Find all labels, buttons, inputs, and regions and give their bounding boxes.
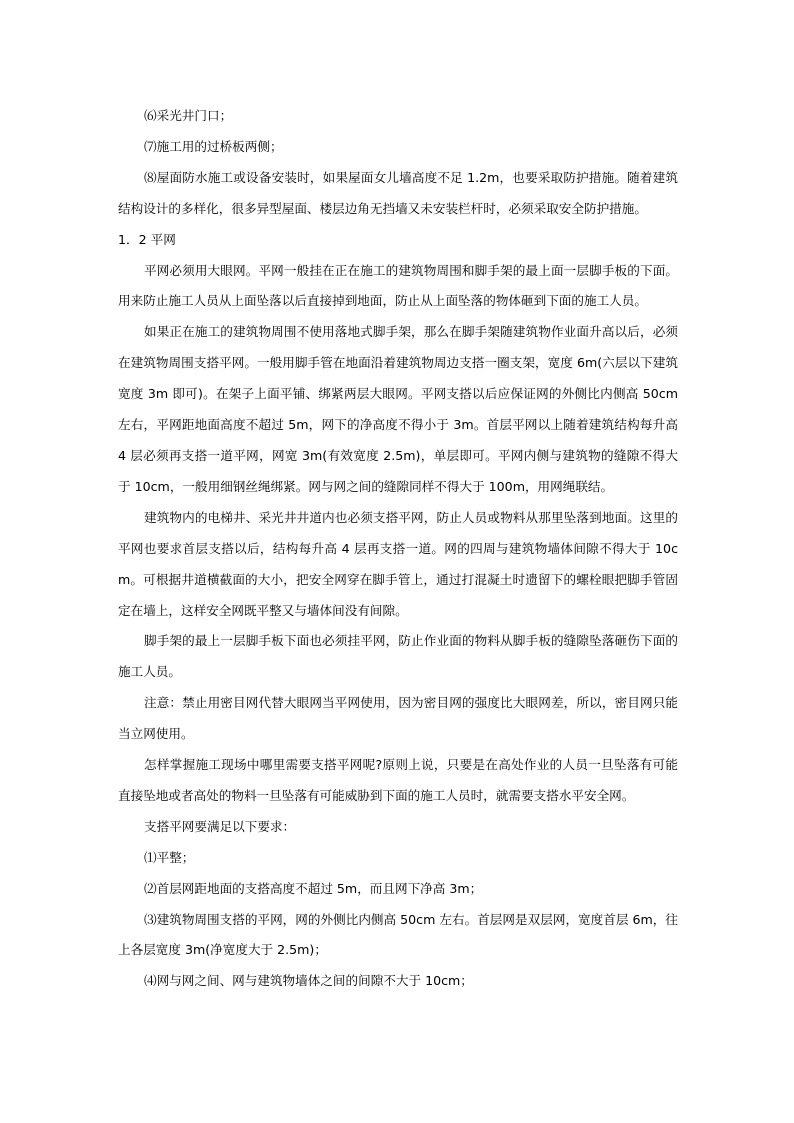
paragraph: 怎样掌握施工现场中哪里需要支搭平网呢?原则上说，只要是在高处作业的人员一旦坠落有可能直接坠地或者高处的物料一旦坠落有可能威胁到下面的施工人员时，就需要支搭水平安全网。 [118,757,678,803]
paragraph: 脚手架的最上一层脚手板下面也必须挂平网，防止作业面的物料从脚手板的缝隙坠落砸伤下面的施工人员。 [118,633,678,680]
paragraph: 如果正在施工的建筑物周围不使用落地式脚手架，那么在脚手架随建筑物作业面升高以后，必须在建筑物周围支搭平网。一般用脚手管在地面沿着建筑物周边支搭一圈支架，宽度 6m(六层以下建筑宽度 3m 即可)。在架子上面平铺、绑紧两层大眼网。平网支搭以后应保证网的外侧比内侧高 50cm 左右，平网距地面高度不超过 5m，网下的净高度不得小于 3m。首层平网以上随着建筑结构每升高 4 层必须再支搭一道平网，网宽 3m(有效宽度 2.5m)，单层即可。平网内侧与建筑物的缝隙不得大于 10cm，一般用细钢丝绳绑紧。网与网之间的缝隙同样不得大于 100m，用网绳联结。 [118,324,678,494]
paragraph: 支搭平网要满足以下要求： [144,818,296,834]
document-body [118,101,678,997]
list-item: ⑵首层网距地面的支搭高度不超过 5m，而且网下净高 3m； [144,880,483,896]
list-item: ⑶建筑物周围支搭的平网，网的外侧比内侧高 50cm 左右。首层网是双层网，宽度首层 6m，往上各层宽度 3m(净宽度大于 2.5m)； [118,911,678,958]
paragraph: 平网必须用大眼网。平网一般挂在正在施工的建筑物周围和脚手架的最上面一层脚手板的下面。用来防止施工人员从上面坠落以后直接掉到地面，防止从上面坠落的物体砸到下面的施工人员。 [118,262,678,309]
paragraph: 建筑物内的电梯井、采光井井道内也必须支搭平网，防止人员或物料从那里坠落到地面。这里的平网也要求首层支搭以后，结构每升高 4 层再支搭一道。网的四周与建筑物墙体间隙不得大于 10cm。可根据井道横截面的大小，把安全网穿在脚手管上，通过打混凝土时遗留下的螺栓眼把脚手管固定在墙上，这样安全网既平整又与墙体间没有间隙。 [118,509,678,618]
list-item: ⑹采光井门口； [144,108,233,123]
section-heading: 1．2 平网 [118,231,176,247]
list-item: ⑻屋面防水施工或设备安装时，如果屋面女儿墙高度不足 1.2m，也要采取防护措施。随着建筑结构设计的多样化，很多异型屋面、楼层边角无挡墙又未安装栏杆时，必须采取安全防护措施。 [118,169,678,216]
list-item: ⑷网与网之间、网与建筑物墙体之间的间隙不大于 10cm； [144,973,473,989]
list-item: ⑴平整； [144,849,195,865]
note-paragraph: 注意：禁止用密目网代替大眼网当平网使用，因为密目网的强度比大眼网差，所以，密目网只能当立网使用。 [118,695,678,742]
list-item: ⑺施工用的过桥板两侧； [144,138,283,154]
